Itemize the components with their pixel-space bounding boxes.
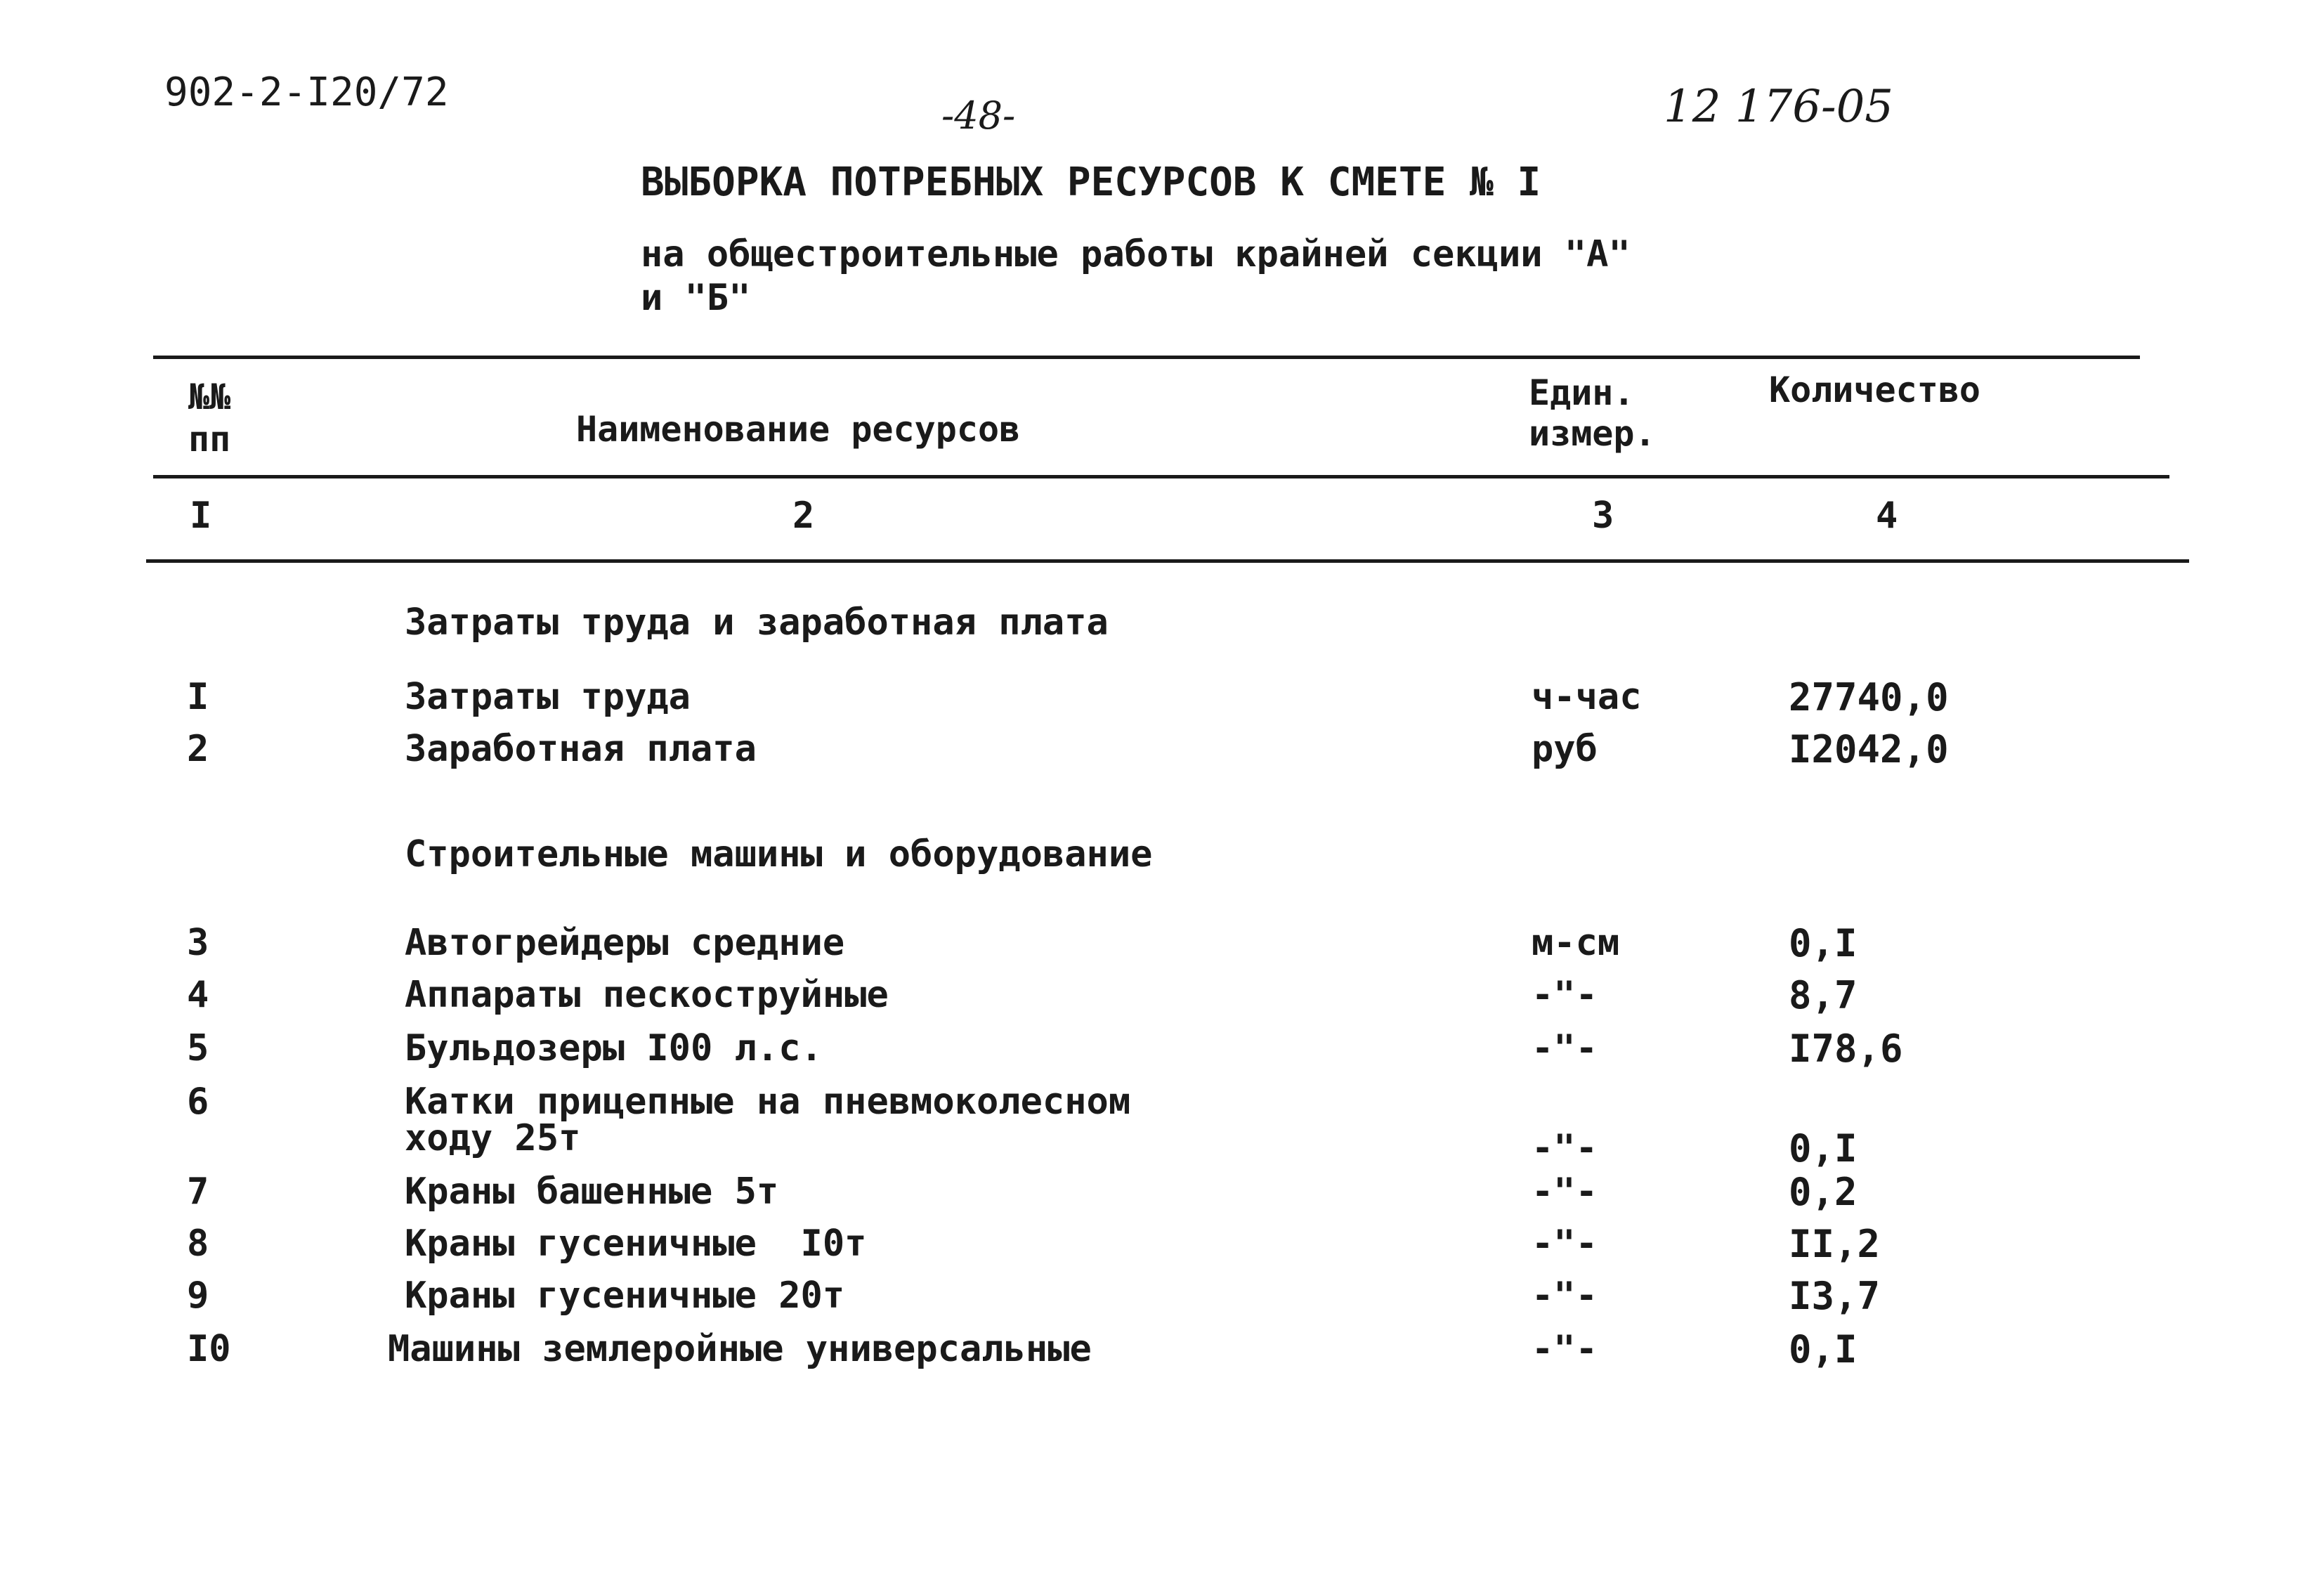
header-number-line-2: пп (188, 419, 231, 460)
header-unit-line-1: Един. (1529, 372, 1635, 413)
row-quantity: II,2 (1789, 1222, 1881, 1266)
table-header-rule (153, 475, 2169, 478)
row-number: 8 (187, 1223, 209, 1265)
row-resource-name: Краны гусеничные I0т (405, 1223, 867, 1265)
row-number: 6 (187, 1081, 209, 1123)
registration-number: 12 176-05 (1664, 81, 1893, 133)
row-unit: -"- (1532, 1127, 1598, 1169)
row-resource-name: Катки прицепные на пневмоколесном (405, 1081, 1131, 1123)
document-code: 902-2-I20/72 (164, 70, 449, 115)
section-heading-labor: Затраты труда и заработная плата (405, 601, 1109, 644)
row-number: 5 (187, 1027, 209, 1069)
row-number: 7 (187, 1171, 209, 1213)
row-quantity: I2042,0 (1789, 727, 1949, 771)
row-quantity: 8,7 (1789, 973, 1858, 1017)
row-resource-name: Заработная плата (405, 728, 757, 770)
row-resource-name: Машины землеройные универсальные (388, 1328, 1092, 1370)
row-unit: ч-час (1532, 676, 1642, 718)
row-quantity: 0,2 (1789, 1170, 1858, 1214)
header-resource-name: Наименование ресурсов (576, 409, 1021, 450)
row-resource-name: Краны башенные 5т (405, 1171, 779, 1213)
row-resource-name: Затраты труда (405, 676, 691, 718)
document-subtitle-line-1: на общестроительные работы крайней секции "А" (641, 233, 1631, 275)
column-number-1: I (190, 495, 212, 537)
row-resource-name-continuation: ходу 25т (405, 1117, 581, 1159)
column-number-4: 4 (1876, 495, 1898, 537)
row-unit: -"- (1532, 1223, 1598, 1265)
row-unit: -"- (1532, 1275, 1598, 1317)
page-number: -48- (941, 93, 1016, 138)
row-quantity: 0,I (1789, 921, 1858, 965)
row-unit: -"- (1532, 1328, 1598, 1370)
row-unit: м-см (1532, 922, 1620, 964)
row-quantity: 27740,0 (1789, 675, 1949, 719)
row-unit: -"- (1532, 1171, 1598, 1213)
row-resource-name: Краны гусеничные 20т (405, 1275, 845, 1317)
header-quantity: Количество (1769, 370, 1981, 410)
row-number: 3 (187, 922, 209, 964)
row-quantity: 0,I (1789, 1126, 1858, 1171)
row-number: I0 (187, 1328, 231, 1370)
column-number-3: 3 (1592, 495, 1614, 537)
row-resource-name: Бульдозеры I00 л.с. (405, 1027, 823, 1069)
row-quantity: 0,I (1789, 1327, 1858, 1372)
section-heading-machines: Строительные машины и оборудование (405, 833, 1153, 875)
row-number: 4 (187, 974, 209, 1016)
row-unit: руб (1532, 728, 1598, 770)
document-subtitle-line-2: и "Б" (641, 277, 751, 319)
document-title: ВЫБОРКА ПОТРЕБНЫХ РЕСУРСОВ К СМЕТЕ № I (641, 159, 1541, 205)
header-number-line-1: №№ (188, 377, 231, 417)
row-resource-name: Автогрейдеры средние (405, 922, 845, 964)
table-top-rule (153, 356, 2140, 359)
row-number: I (187, 676, 209, 718)
row-resource-name: Аппараты пескоструйные (405, 974, 889, 1016)
row-number: 9 (187, 1275, 209, 1317)
row-number: 2 (187, 728, 209, 770)
row-quantity: I78,6 (1789, 1027, 1903, 1071)
table-column-numbers-rule (146, 559, 2189, 563)
row-unit: -"- (1532, 1027, 1598, 1069)
column-number-2: 2 (792, 495, 815, 537)
row-unit: -"- (1532, 974, 1598, 1016)
header-unit-line-2: измер. (1529, 413, 1656, 454)
row-quantity: I3,7 (1789, 1274, 1881, 1318)
